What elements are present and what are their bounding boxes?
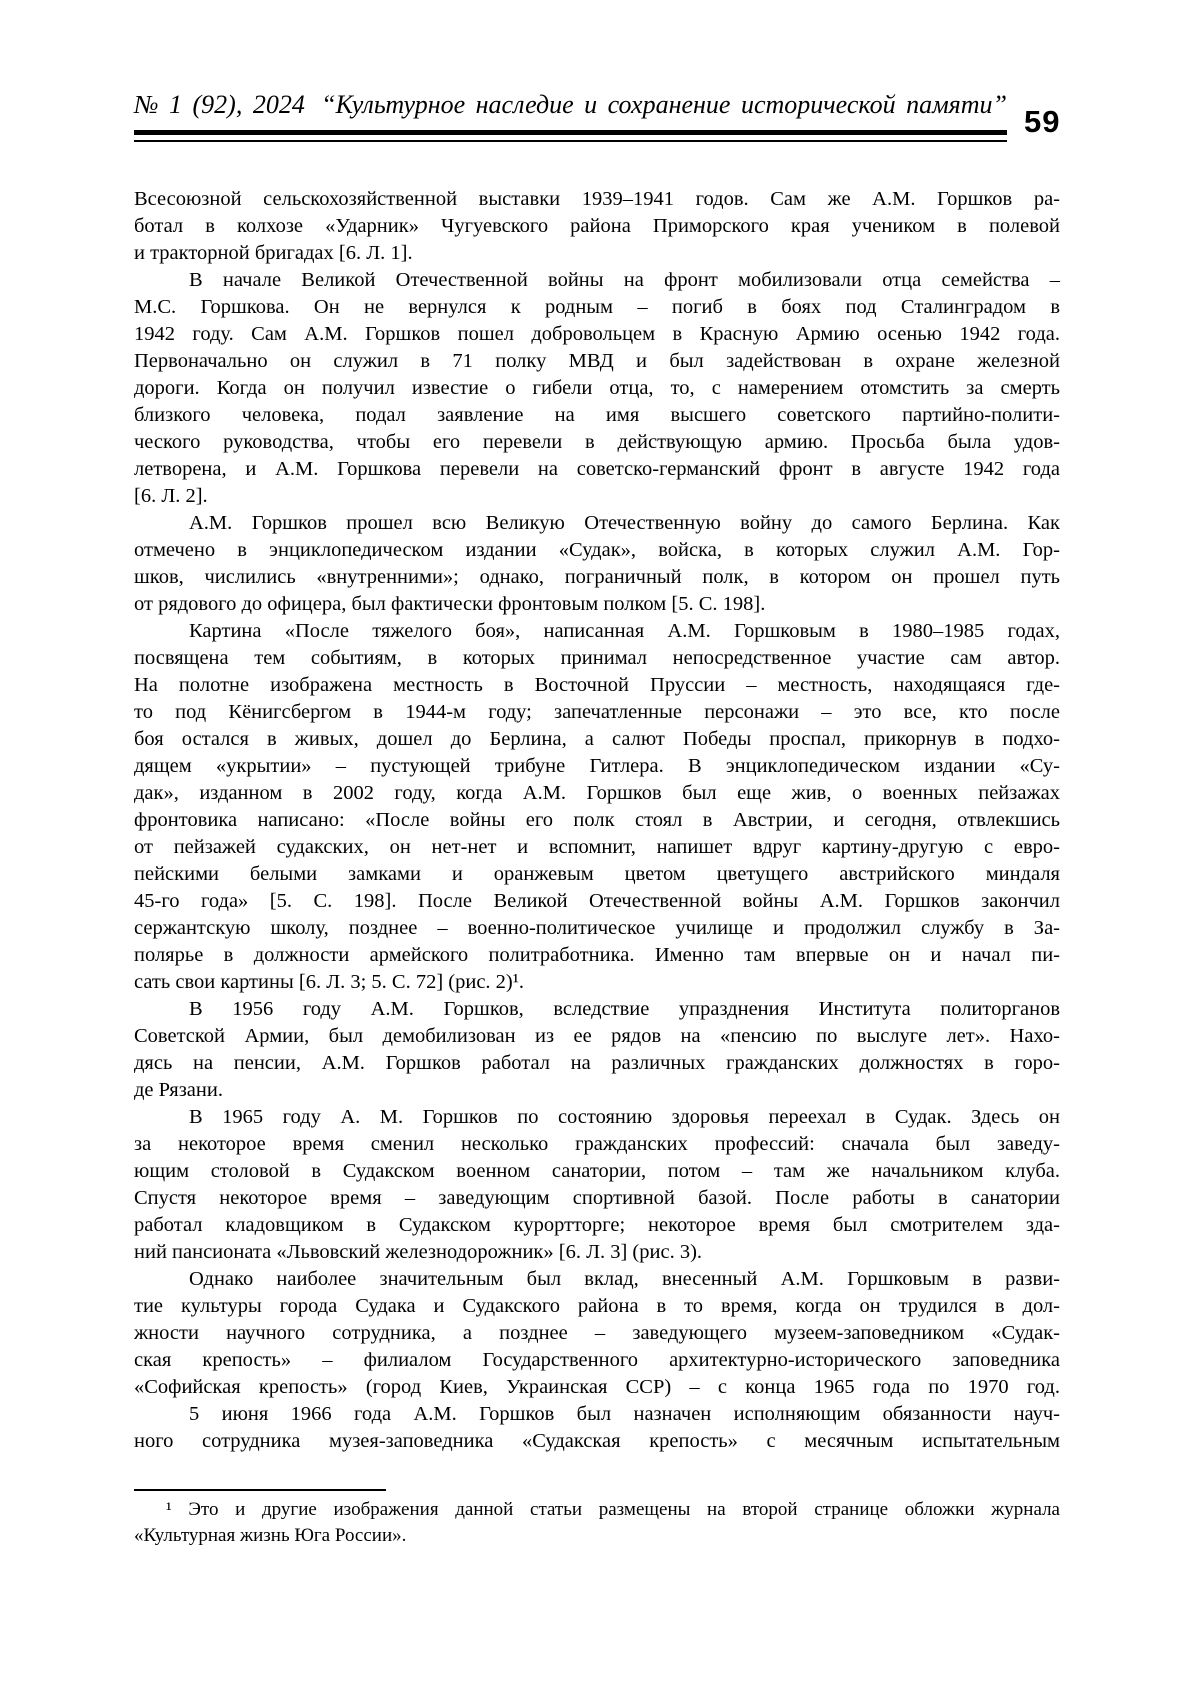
text-line: и тракторной бригадах [6. Л. 1]. <box>134 242 413 264</box>
paragraph <box>134 1104 1060 1266</box>
text-line: ботал в колхозе «Ударник» Чугуевского района Приморского края учеником в полевой <box>134 215 1060 237</box>
text-line: В начале Великой Отечественной войны на фронт мобилизовали отца семейства – <box>189 269 1060 291</box>
text-line: 5 июня 1966 года А.М. Горшков был назначен исполняющим обязанности науч- <box>189 1403 1060 1425</box>
paragraph <box>134 510 1060 618</box>
text-line: дящем «укрытии» – пустующей трибуне Гитлера. В энциклопедическом издании «Су- <box>134 755 1060 777</box>
text-line: сержантскую школу, позднее – военно-политическое училище и продолжил службу в За- <box>134 917 1060 939</box>
text-line: ний пансионата «Львовский железнодорожник» [6. Л. 3] (рис. 3). <box>134 1241 703 1263</box>
header-rule-thick <box>134 130 1007 135</box>
page-number: 59 <box>1024 104 1061 139</box>
text-line: В 1965 году А. М. Горшков по состоянию здоровья переехал в Судак. Здесь он <box>189 1106 1060 1128</box>
text-line: жности научного сотрудника, а позднее – заведующего музеем-заповедником «Судак- <box>134 1322 1060 1344</box>
header-rule-thin <box>134 140 1007 142</box>
paragraph <box>134 1266 1060 1401</box>
text-line: близкого человека, подал заявление на имя высшего советского партийно-полити- <box>134 404 1060 426</box>
text-line: дороги. Когда он получил известие о гибели отца, то, с намерением отомстить за смерть <box>134 377 1060 399</box>
text-line: 1942 году. Сам А.М. Горшков пошел добровольцем в Красную Армию осенью 1942 года. <box>134 323 1060 345</box>
text-line: «Софийская крепость» (город Киев, Украинская ССР) – с конца 1965 года по 1970 год. <box>134 1376 1060 1398</box>
text-line: работал кладовщиком в Судакском курортторге; некоторое время был смотрителем зда- <box>134 1214 1060 1236</box>
text-line: пейскими белыми замками и оранжевым цветом цветущего австрийского миндаля <box>134 863 1060 885</box>
text-line: 45-го года» [5. С. 198]. После Великой Отечественной войны А.М. Горшков закончил <box>134 890 1060 912</box>
text-line: М.С. Горшкова. Он не вернулся к родным – погиб в боях под Сталинградом в <box>134 296 1060 318</box>
text-line: летворена, и А.М. Горшкова перевели на советско-германский фронт в августе 1942 года <box>134 458 1060 480</box>
text-line: Картина «После тяжелого боя», написанная А.М. Горшковым в 1980–1985 годах, <box>189 620 1060 642</box>
text-line: отмечено в энциклопедическом издании «Судак», войска, в которых служил А.М. Гор- <box>134 539 1060 561</box>
paragraph <box>134 996 1060 1104</box>
journal-title: “Культурное наследие и сохранение исторической памяти” <box>321 90 1007 119</box>
text-line: полярье в должности армейского политработника. Именно там впервые он и начал пи- <box>134 944 1060 966</box>
issue-label: № 1 (92), 2024 <box>134 90 305 119</box>
text-line: шков, числились «внутренними»; однако, пограничный полк, в котором он прошел путь <box>134 566 1060 588</box>
text-line: «Культурная жизнь Юга России». <box>134 1525 407 1546</box>
text-line: фронтовика написано: «После войны его полк стоял в Австрии, и сегодня, отвлекшись <box>134 809 1060 831</box>
text-line: ного сотрудника музея-заповедника «Судакская крепость» с месячным испытательным <box>134 1430 1060 1452</box>
text-line: Первоначально он служил в 71 полку МВД и был задействован в охране железной <box>134 350 1060 372</box>
text-line: боя остался в живых, дошел до Берлина, а салют Победы проспал, прикорнув в подхо- <box>134 728 1060 750</box>
text-line: за некоторое время сменил несколько гражданских профессий: сначала был заведу- <box>134 1133 1060 1155</box>
text-line: Спустя некоторое время – заведующим спортивной базой. После работы в санатории <box>134 1187 1060 1209</box>
footnote <box>134 1497 1060 1549</box>
text-line: На полотне изображена местность в Восточной Пруссии – местность, находящаяся где- <box>134 674 1060 696</box>
paragraph <box>134 618 1060 996</box>
text-line: сать свои картины [6. Л. 3; 5. С. 72] (рис. 2)¹. <box>134 971 525 993</box>
text-line: дак», изданном в 2002 году, когда А.М. Горшков был еще жив, о военных пейзажах <box>134 782 1060 804</box>
text-line: посвящена тем событиям, в которых принимал непосредственное участие сам автор. <box>134 647 1060 669</box>
text-line: ская крепость» – филиалом Государственного архитектурно-исторического заповедника <box>134 1349 1060 1371</box>
text-line: то под Кёнигсбергом в 1944-м году; запечатленные персонажи – это все, кто после <box>134 701 1060 723</box>
text-line: Однако наиболее значительным был вклад, внесенный А.М. Горшковым в разви- <box>189 1268 1060 1290</box>
text-line: тие культуры города Судака и Судакского района в то время, когда он трудился в дол- <box>134 1295 1060 1317</box>
text-line: дясь на пенсии, А.М. Горшков работал на различных гражданских должностях в горо- <box>134 1052 1060 1074</box>
paragraph <box>134 1401 1060 1455</box>
text-line: [6. Л. 2]. <box>134 485 208 507</box>
text-line: Советской Армии, был демобилизован из ее рядов на «пенсию по выслуге лет». Нахо- <box>134 1025 1060 1047</box>
text-line: де Рязани. <box>134 1079 223 1101</box>
text-line: Всесоюзной сельскохозяйственной выставки 1939–1941 годов. Сам же А.М. Горшков ра- <box>134 188 1060 210</box>
page-header <box>134 90 1007 120</box>
text-line: ¹ Это и другие изображения данной статьи размещены на второй странице обложки журнала <box>166 1499 1060 1520</box>
footnote-rule <box>134 1489 386 1491</box>
text-line: ческого руководства, чтобы его перевели в действующую армию. Просьба была удов- <box>134 431 1060 453</box>
text-line: В 1956 году А.М. Горшков, вследствие упразднения Института политорганов <box>189 998 1060 1020</box>
paragraph <box>134 1497 1060 1549</box>
paragraph <box>134 186 1060 267</box>
text-line: от пейзажей судакских, он нет-нет и вспомнит, напишет вдруг картину-другую с евро- <box>134 836 1060 858</box>
paragraph <box>134 267 1060 510</box>
text-line: А.М. Горшков прошел всю Великую Отечественную войну до самого Берлина. Как <box>189 512 1060 534</box>
text-line: ющим столовой в Судакском военном санатории, потом – там же начальником клуба. <box>134 1160 1060 1182</box>
text-line: от рядового до офицера, был фактически фронтовым полком [5. С. 198]. <box>134 593 766 615</box>
article-body <box>134 186 1060 1455</box>
